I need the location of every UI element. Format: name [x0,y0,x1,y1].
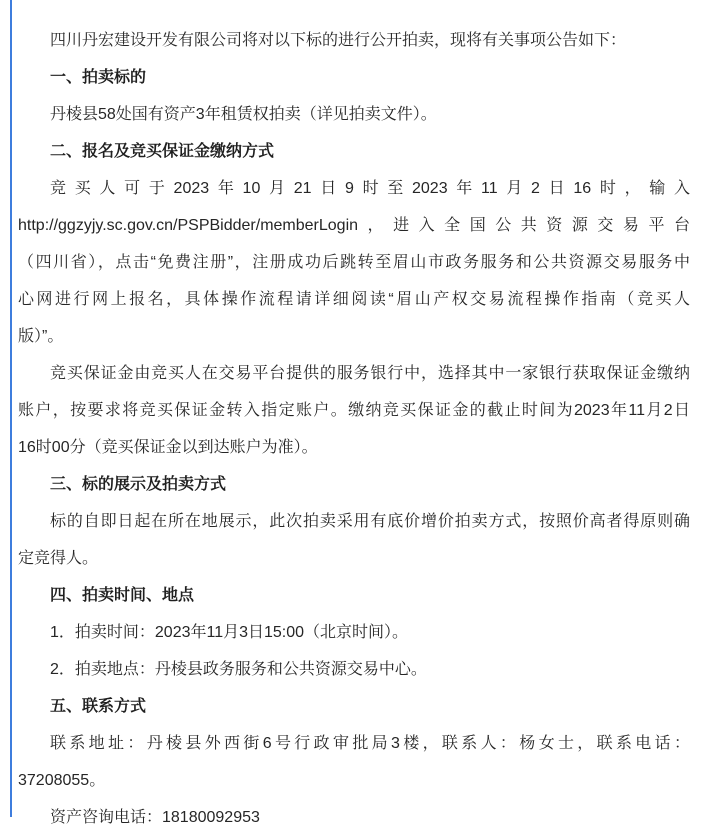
registration-url-line: http://ggzyjy.sc.gov.cn/PSPBidder/memberLogin，进入全国公共资源交易平台 [18,217,690,234]
auction-subject-text: 丹棱县58处国有资产3年租赁权拍卖（详见拍卖文件）。 [50,106,437,123]
asset-inquiry-phone: 资产咨询电话：18180092953 [50,809,260,826]
section-heading-4: 四、拍卖时间、地点 [50,587,195,604]
section-heading-5: 五、联系方式 [50,698,147,715]
registration-line-3: （四川省），点击“免费注册”，注册成功后跳转至眉山市政务服务和公共资源交易服务中 [18,254,690,271]
auction-time-item: 1．拍卖时间：2023年11月3日15:00（北京时间）。 [50,624,409,641]
contact-phone-line: 37208055。 [18,772,106,789]
left-accent-bar [10,0,12,817]
intro-paragraph: 四川丹宏建设开发有限公司将对以下标的进行公开拍卖，现将有关事项公告如下： [50,32,627,49]
section-heading-1: 一、拍卖标的 [50,69,147,86]
registration-line-5: 版）”。 [18,328,64,345]
registration-line-1: 竞买人可于2023年10月21日9时至2023年11月2日16时，输入 [50,180,690,197]
display-method-line-1: 标的自即日起在所在地展示，此次拍卖采用有底价增价拍卖方式，按照价高者得原则确 [50,513,690,530]
auction-place-item: 2．拍卖地点：丹棱县政务服务和公共资源交易中心。 [50,661,427,678]
deposit-line-3: 16时00分（竞买保证金以到达账户为准）。 [18,439,318,456]
announcement-body [18,22,690,836]
section-heading-3: 三、标的展示及拍卖方式 [50,476,227,493]
section-heading-2: 二、报名及竞买保证金缴纳方式 [50,143,275,160]
display-method-line-2: 定竞得人。 [18,550,99,567]
deposit-line-2: 账户，按要求将竞买保证金转入指定账户。缴纳竞买保证金的截止时间为2023年11月2日 [18,402,690,419]
contact-line-1: 联系地址：丹棱县外西街6号行政审批局3楼，联系人：杨女士，联系电话： [50,735,690,752]
deposit-line-1: 竞买保证金由竞买人在交易平台提供的服务银行中，选择其中一家银行获取保证金缴纳 [50,365,690,382]
registration-line-4: 心网进行网上报名，具体操作流程请详细阅读“眉山产权交易流程操作指南（竞买人 [18,291,690,308]
